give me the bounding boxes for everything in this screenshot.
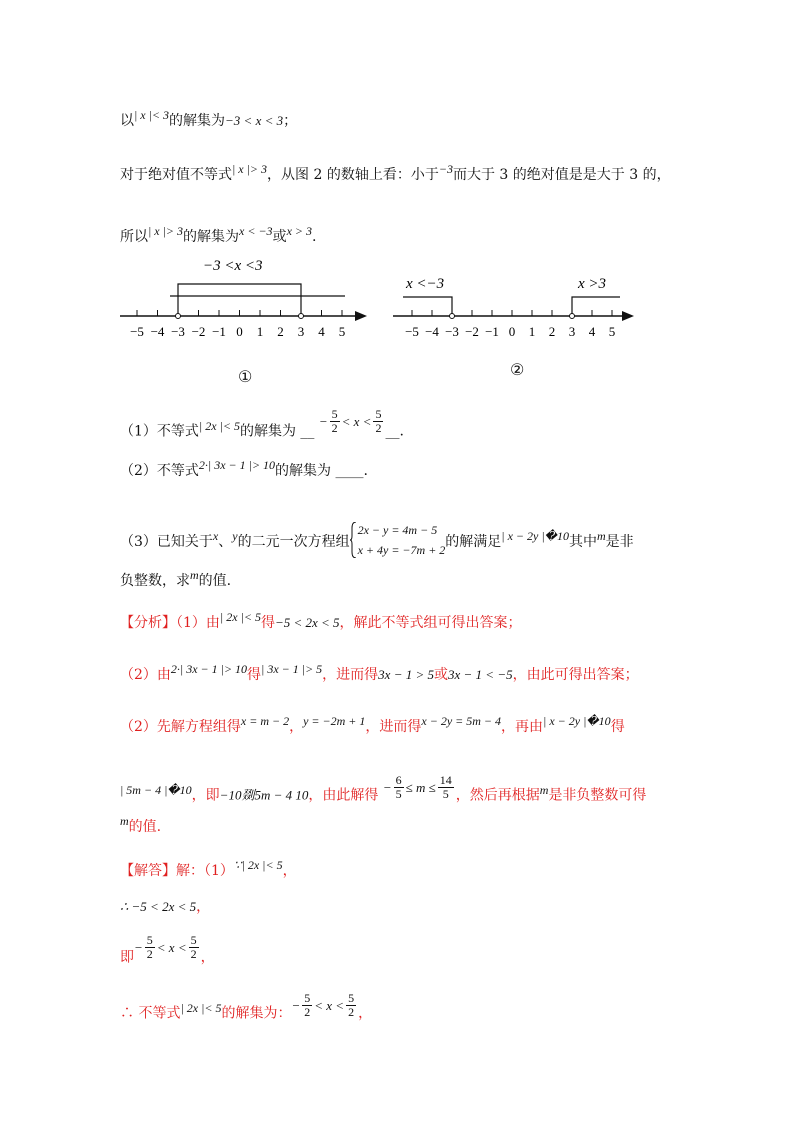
denominator: 5 (442, 787, 449, 801)
text: ，由此解得 (308, 787, 379, 804)
text: 负整数，求 (120, 573, 190, 589)
text: ，由此可得出答案； (512, 667, 639, 683)
text: 或 (272, 229, 287, 245)
math: | x − 2y |�10 (543, 714, 611, 728)
text: 而大于 3 的绝对值是是大于 3 的， (452, 167, 671, 183)
analysis-line-5 (120, 814, 162, 836)
open-circle-minus-3 (450, 314, 455, 319)
denominator: 2 (146, 947, 153, 961)
denominator: 2 (375, 421, 382, 435)
axis-arrow (355, 311, 367, 321)
math: < x < (314, 997, 345, 1013)
numerator: 5 (331, 407, 338, 421)
text: （2）不等式 (120, 463, 199, 479)
solution-line-4 (120, 991, 373, 1027)
axis-arrow (622, 311, 634, 321)
math: − (318, 413, 328, 429)
text: ，进而得 (322, 667, 379, 683)
solution-line-3 (120, 933, 215, 971)
bracket-left (178, 284, 301, 314)
math: < x < (156, 939, 187, 955)
text: 其中 (568, 534, 597, 550)
math: y = −2m + 1 (303, 714, 366, 728)
text: 对于绝对值不等式 (120, 167, 232, 183)
numerator: 5 (348, 991, 355, 1005)
tick-label: 3 (568, 324, 576, 339)
math: m (539, 782, 549, 797)
text: 即 (120, 949, 134, 966)
text: 所以 (120, 229, 148, 245)
text: __. (385, 423, 404, 440)
tick-label: −2 (191, 324, 206, 339)
analysis-line-1 (120, 610, 522, 632)
numerator: 14 (439, 773, 452, 787)
analysis-line-3 (120, 714, 625, 736)
tick-label: −5 (405, 324, 419, 339)
numerator: 5 (190, 933, 197, 947)
analysis-line-2 (120, 662, 639, 684)
equation-system (350, 520, 446, 560)
math: −10剟5m − 4 10 (219, 787, 309, 803)
math: | 2x |< 5 (219, 610, 261, 624)
text: ， (196, 899, 211, 915)
math: − (382, 779, 392, 795)
open-circle-minus-3 (176, 314, 181, 319)
text: ，即 (191, 787, 220, 804)
math: | 5m − 4 |�10 (120, 782, 192, 797)
tick-label: 3 (297, 324, 305, 339)
tick-label: −1 (485, 324, 499, 339)
tick-label: −1 (212, 324, 226, 339)
numerator: 5 (304, 991, 311, 1005)
fraction (330, 408, 340, 435)
text-line-2 (120, 162, 671, 184)
fraction (373, 408, 383, 435)
math: m (190, 568, 199, 582)
text: ， (289, 719, 304, 735)
tick-label: 1 (256, 324, 264, 339)
text: 的值. (198, 573, 232, 589)
text: 以 (120, 113, 134, 129)
text: 得 (260, 615, 275, 631)
math: m (596, 529, 606, 543)
math: 3x − 1 < −5 (448, 667, 513, 682)
text: 是非负整数可得 (548, 787, 647, 804)
left-interval-label: x <−3 (406, 276, 445, 292)
text: ； (283, 113, 298, 129)
denominator: 5 (395, 787, 402, 801)
numerator: 5 (146, 933, 153, 947)
open-circle-3 (299, 314, 304, 319)
math: x = m − 2 (240, 714, 290, 728)
tick-label: −3 (445, 324, 459, 339)
math: ∵| 2x |< 5 (233, 858, 283, 872)
text: （1）不等式 (120, 423, 199, 440)
math: 3x − 1 > 5 (378, 667, 434, 682)
text: ， (358, 1005, 373, 1022)
brace-icon (350, 522, 356, 558)
text: 【解答】解：（1） (120, 863, 234, 879)
analysis-line-4 (120, 773, 647, 809)
right-bracket (572, 297, 620, 316)
text: ，从图 2 的数轴上看：小于 (267, 167, 439, 183)
text: 的解集为 (183, 229, 240, 245)
math: − (291, 997, 301, 1013)
numerator: 6 (395, 773, 402, 787)
math: ∴ −5 < 2x < 5 (120, 899, 197, 914)
text: ，进而得 (365, 719, 422, 735)
tick-label: 2 (277, 324, 284, 339)
tick-group (130, 310, 345, 339)
math: −5 < 2x < 5 (274, 615, 340, 630)
math: − (134, 939, 143, 955)
text: ， (282, 863, 297, 879)
text: 、 (218, 534, 233, 550)
fraction (145, 934, 155, 961)
text: 是非 (605, 534, 634, 550)
text: 的解集为 ____. (275, 463, 368, 479)
text: 的解满足 (445, 534, 502, 550)
solution-line-1 (120, 858, 297, 880)
open-circle-3 (570, 314, 575, 319)
text: 的值. (128, 819, 162, 835)
fraction (189, 934, 199, 961)
text: . (312, 229, 317, 245)
equation-2: x + 4y = −7m + 2 (357, 543, 446, 557)
number-line-figure-2 (388, 250, 648, 350)
interval-label: −3 <x <3 (203, 258, 263, 274)
tick-label: −2 (465, 324, 479, 339)
text: ，再由 (501, 719, 544, 735)
denominator: 2 (304, 1005, 311, 1019)
denominator: 2 (190, 947, 197, 961)
text: ∴ 不等式 (120, 1005, 181, 1022)
tick-label: 0 (508, 324, 516, 339)
fraction (302, 992, 312, 1019)
figure-2-caption: ② (510, 360, 525, 379)
text: 的二元一次方程组 (237, 534, 350, 550)
fraction (346, 992, 356, 1019)
math: | 2x |< 5 (180, 1000, 222, 1015)
text: 的解集为： (221, 1005, 292, 1022)
math: x − 2y = 5m − 4 (421, 714, 502, 728)
math: ≤ m ≤ (405, 779, 436, 795)
tick-group (405, 310, 615, 339)
math: < x < (341, 413, 372, 429)
math: | x |< 3 (134, 108, 170, 122)
text: 得 (247, 667, 262, 683)
tick-label: 0 (236, 324, 243, 339)
tick-label: 2 (548, 324, 556, 339)
text: 的解集为 __ (239, 423, 315, 440)
text-line-3 (120, 224, 317, 246)
math: | 2x |< 5 (198, 418, 240, 433)
left-bracket (403, 297, 452, 316)
text: ， (200, 949, 215, 966)
math: x (212, 529, 219, 543)
text: ，然后再根据 (455, 787, 540, 804)
tick-label: 1 (528, 324, 536, 339)
right-interval-label: x >3 (578, 276, 607, 292)
numerator: 5 (375, 407, 382, 421)
text: 【分析】（1）由 (120, 615, 220, 631)
tick-label: 5 (338, 324, 346, 339)
tick-label: −4 (425, 324, 439, 339)
math: y (232, 529, 238, 543)
tick-label: −5 (130, 324, 144, 339)
math: x > 3 (286, 224, 312, 238)
math: | x |> 3 (232, 162, 268, 176)
math: | x − 2y |�10 (501, 529, 569, 543)
text-line-1 (120, 108, 298, 130)
tick-label: −3 (171, 324, 185, 339)
denominator: 2 (348, 1005, 355, 1019)
denominator: 2 (331, 421, 338, 435)
question-3-cont (120, 568, 232, 590)
tick-label: 4 (318, 324, 325, 339)
math: | 3x − 1 |> 5 (261, 662, 323, 676)
text: 得 (610, 719, 625, 735)
math: x < −3 (239, 224, 273, 238)
text: （3）已知关于 (120, 534, 213, 550)
fraction (394, 774, 404, 801)
math: m (120, 814, 129, 828)
tick-label: 5 (608, 324, 616, 339)
solution-line-2 (120, 898, 210, 916)
question-2 (120, 458, 368, 480)
math: 2·| 3x − 1 |> 10 (170, 662, 248, 676)
text: ，解此不等式组可得出答案； (339, 615, 522, 631)
equation-1: 2x − y = 4m − 5 (357, 523, 438, 537)
text: （2）由 (120, 667, 171, 683)
tick-label: −4 (150, 324, 165, 339)
math: | x |> 3 (148, 224, 184, 238)
question-1 (120, 407, 404, 445)
text: 的解集为 (169, 113, 226, 129)
math: −3 < x < 3 (225, 113, 284, 128)
text: （2）先解方程组得 (120, 719, 241, 735)
text: 或 (434, 667, 448, 683)
number-line-figure-1 (115, 250, 385, 350)
math: −3 (438, 162, 453, 176)
tick-label: 4 (588, 324, 596, 339)
fraction (438, 774, 454, 801)
math: 2·| 3x − 1 |> 10 (198, 458, 276, 472)
figure-1-caption: ① (238, 367, 253, 386)
question-3 (120, 522, 634, 562)
